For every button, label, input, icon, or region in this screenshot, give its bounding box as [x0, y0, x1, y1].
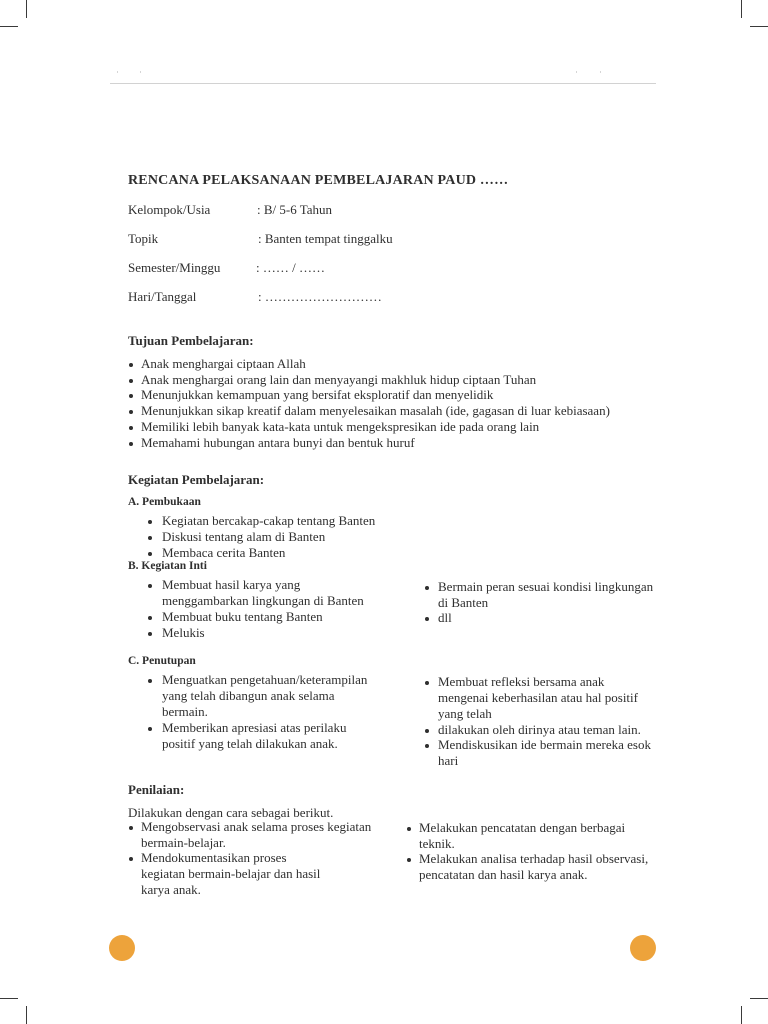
- subsection-label-pembukaan: A. Pembukaan: [128, 496, 201, 508]
- info-row-topik: [0, 231, 768, 247]
- list-item-text: Anak menghargai ciptaan Allah: [141, 356, 306, 371]
- subsection-label-inti: B. Kegiatan Inti: [128, 560, 207, 572]
- list-item-line: Melakukan pencatatan dengan berbagai: [419, 820, 626, 835]
- list-item-line: bermain-belajar.: [141, 835, 226, 850]
- bullet-icon: [148, 632, 152, 636]
- list-item-text: Memahami hubungan antara bunyi dan bentuk huruf: [141, 435, 415, 450]
- list-item-text: Membaca cerita Banten: [162, 545, 286, 560]
- bullet-icon: [129, 426, 133, 430]
- info-label: Hari/Tanggal: [128, 289, 197, 304]
- list-item-text: Memiliki lebih banyak kata-kata untuk mengekspresikan ide pada orang lain: [141, 419, 540, 434]
- bullet-icon: [148, 520, 152, 524]
- list-item-line: Mengobservasi anak selama proses kegiatan: [141, 819, 372, 834]
- list-item-line: bermain.: [162, 704, 208, 719]
- bullet-icon: [129, 363, 133, 367]
- list-item-line: Membuat buku tentang Banten: [162, 609, 323, 624]
- list-item-line: Mendiskusikan ide bermain mereka esok: [438, 737, 651, 752]
- header-speck: [600, 71, 601, 73]
- list-item-line: menggambarkan lingkungan di Banten: [162, 593, 364, 608]
- penilaian-intro: Dilakukan dengan cara sebagai berikut.: [128, 805, 334, 820]
- subsection-label-penutupan: C. Penutupan: [128, 655, 196, 667]
- crop-mark: [26, 1006, 27, 1024]
- info-label: Topik: [128, 231, 159, 246]
- section-heading-kegiatan: Kegiatan Pembelajaran:: [128, 472, 265, 487]
- crop-mark: [0, 998, 18, 999]
- page-marker-right-icon: [630, 935, 656, 961]
- header-rule: [110, 83, 656, 84]
- info-row-kelompok-usia: [0, 202, 768, 218]
- info-value: : Banten tempat tinggalku: [258, 231, 393, 246]
- list-item-line: karya anak.: [141, 882, 201, 897]
- bullet-icon: [148, 727, 152, 731]
- list-item-line: Menguatkan pengetahuan/keterampilan: [162, 672, 368, 687]
- info-row-semester-minggu: [0, 260, 768, 276]
- list-item-line: yang telah: [438, 706, 492, 721]
- crop-mark: [741, 0, 742, 18]
- info-value: : B/ 5-6 Tahun: [257, 202, 333, 217]
- bullet-icon: [129, 394, 133, 398]
- list-item-line: dll: [438, 610, 452, 625]
- bullet-icon: [148, 552, 152, 556]
- info-value: : …… / ……: [256, 260, 325, 275]
- page-title: RENCANA PELAKSANAAN PEMBELAJARAN PAUD ……: [128, 173, 509, 188]
- header-speck: [117, 71, 118, 73]
- bullet-icon: [425, 681, 429, 685]
- list-item-line: Membuat hasil karya yang: [162, 577, 301, 592]
- list-item-line: Melukis: [162, 625, 205, 640]
- list-item-line: yang telah dibangun anak selama: [162, 688, 335, 703]
- bullet-icon: [425, 744, 429, 748]
- bullet-icon: [148, 584, 152, 588]
- crop-mark: [750, 998, 768, 999]
- bullet-icon: [148, 616, 152, 620]
- crop-mark: [26, 0, 27, 18]
- bullet-icon: [407, 827, 411, 831]
- list-item-line: pencatatan dan hasil karya anak.: [419, 867, 588, 882]
- bullet-icon: [129, 857, 133, 861]
- list-item-line: Memberikan apresiasi atas perilaku: [162, 720, 347, 735]
- crop-mark: [741, 1006, 742, 1024]
- list-item-text: Menunjukkan kemampuan yang bersifat eksploratif dan menyelidik: [141, 387, 494, 402]
- info-label: Semester/Minggu: [128, 260, 221, 275]
- bullet-icon: [425, 586, 429, 590]
- crop-mark: [750, 26, 768, 27]
- bullet-icon: [407, 858, 411, 862]
- list-item-line: positif yang telah dilakukan anak.: [162, 736, 338, 751]
- crop-mark: [0, 26, 18, 27]
- header-speck: [576, 71, 577, 73]
- list-item-line: Bermain peran sesuai kondisi lingkungan: [438, 579, 654, 594]
- info-value: : ………………………: [258, 289, 382, 304]
- list-item-text: Diskusi tentang alam di Banten: [162, 529, 326, 544]
- list-item-line: Mendokumentasikan proses: [141, 850, 287, 865]
- list-item-line: dilakukan oleh dirinya atau teman lain.: [438, 722, 641, 737]
- list-item-line: teknik.: [419, 836, 455, 851]
- info-row-hari-tanggal: [0, 289, 768, 305]
- list-item-line: kegiatan bermain-belajar dan hasil: [141, 866, 321, 881]
- bullet-icon: [148, 679, 152, 683]
- bullet-icon: [129, 826, 133, 830]
- bullet-icon: [148, 536, 152, 540]
- bullet-icon: [129, 410, 133, 414]
- list-item-line: Membuat refleksi bersama anak: [438, 674, 605, 689]
- bullet-icon: [129, 442, 133, 446]
- page-marker-left-icon: [109, 935, 135, 961]
- bullet-icon: [425, 617, 429, 621]
- list-item-text: Anak menghargai orang lain dan menyayangi makhluk hidup ciptaan Tuhan: [141, 372, 537, 387]
- list-item-line: Melakukan analisa terhadap hasil observasi,: [419, 851, 649, 866]
- section-heading-penilaian: Penilaian:: [128, 782, 185, 797]
- list-item-line: hari: [438, 753, 459, 768]
- list-item-text: Kegiatan bercakap-cakap tentang Banten: [162, 513, 376, 528]
- list-item-line: mengenai keberhasilan atau hal positif: [438, 690, 638, 705]
- list-item-line: di Banten: [438, 595, 489, 610]
- info-label: Kelompok/Usia: [128, 202, 211, 217]
- list-item-text: Menunjukkan sikap kreatif dalam menyelesaikan masalah (ide, gagasan di luar kebiasaan): [141, 403, 610, 418]
- header-speck: [140, 71, 141, 73]
- bullet-icon: [129, 379, 133, 383]
- section-heading-tujuan: Tujuan Pembelajaran:: [128, 333, 254, 348]
- bullet-icon: [425, 729, 429, 733]
